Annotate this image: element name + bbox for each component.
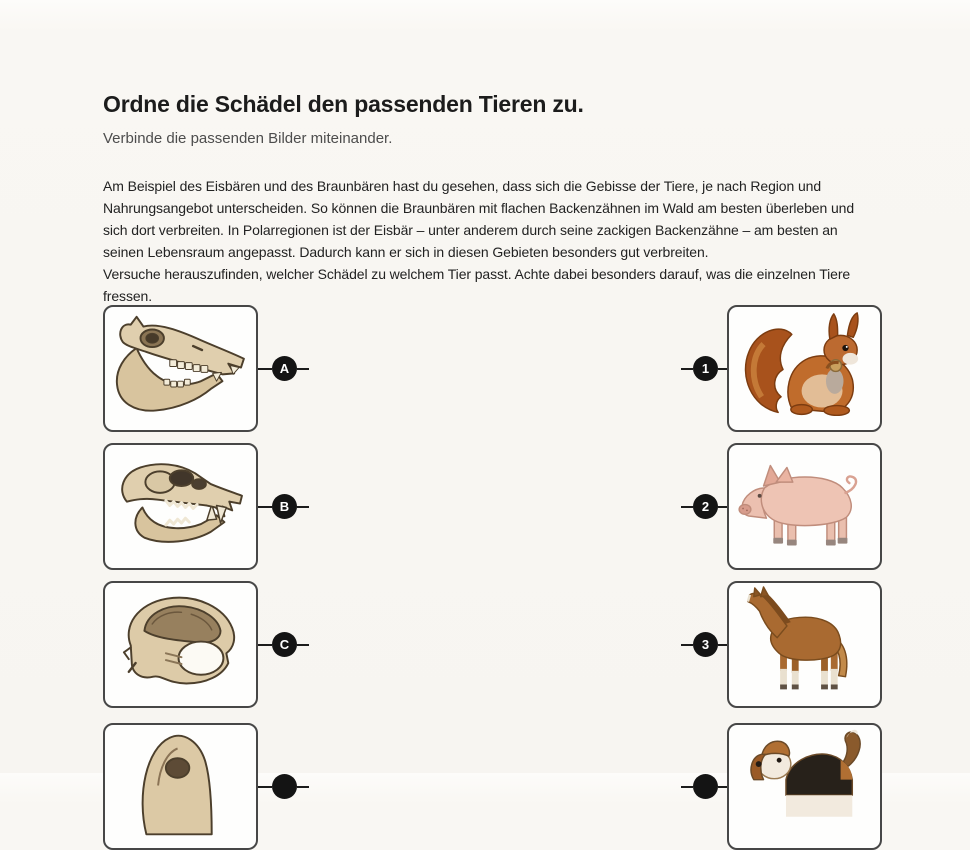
connector-stub[interactable]: [297, 644, 309, 646]
connector-stub[interactable]: [681, 368, 693, 370]
animal-card-1[interactable]: [727, 305, 882, 432]
connector-left-c[interactable]: [258, 581, 309, 708]
connector-dot-1[interactable]: [693, 356, 718, 381]
connector-stub[interactable]: [681, 644, 693, 646]
connector-label: 3: [701, 637, 710, 652]
page-title: Ordne die Schädel den passenden Tieren zu.: [103, 91, 584, 117]
connector-label: 1: [701, 361, 710, 376]
connector-dot-a[interactable]: [272, 356, 297, 381]
connector-dot-b[interactable]: [272, 494, 297, 519]
horse-skull-image: [107, 309, 254, 428]
rodent-skull-image: [107, 585, 254, 704]
connector-dot-4[interactable]: [693, 774, 718, 799]
connector-stub[interactable]: [297, 368, 309, 370]
skull-card-a[interactable]: [103, 305, 258, 432]
red-squirrel-image: [731, 309, 878, 428]
connector-left-a[interactable]: [258, 305, 309, 432]
connector-stub[interactable]: [681, 786, 693, 788]
animal-card-4[interactable]: [727, 723, 882, 850]
connector-right-2[interactable]: [681, 443, 728, 570]
horse-image: [731, 585, 878, 704]
carnivore-skull-image: [107, 447, 254, 566]
connector-line: [258, 644, 272, 646]
match-row-1: [0, 305, 970, 432]
task-text: Versuche herauszufinden, welcher Schädel zu welchem Tier passt. Achte dabei besonders darauf, was die einzelnen Tiere fressen.: [103, 266, 851, 304]
connector-label: 2: [701, 499, 710, 514]
connector-stub[interactable]: [297, 506, 309, 508]
connector-left-d[interactable]: [258, 723, 309, 850]
page-subtitle: Verbinde die passenden Bilder miteinander.: [103, 130, 393, 147]
connector-right-3[interactable]: [681, 581, 728, 708]
animal-card-2[interactable]: [727, 443, 882, 570]
match-row-2: [0, 443, 970, 570]
beagle-dog-image: [731, 727, 878, 846]
connector-label: A: [279, 361, 290, 376]
skull-card-b[interactable]: [103, 443, 258, 570]
connector-line: [258, 506, 272, 508]
match-row-3: [0, 581, 970, 708]
animal-card-3[interactable]: [727, 581, 882, 708]
connector-left-b[interactable]: [258, 443, 309, 570]
connector-dot-2[interactable]: [693, 494, 718, 519]
connector-right-1[interactable]: [681, 305, 728, 432]
connector-stub[interactable]: [297, 786, 309, 788]
connector-line: [258, 368, 272, 370]
connector-label: C: [279, 637, 290, 652]
connector-right-4[interactable]: [681, 723, 728, 850]
partial-skull-image: [107, 727, 254, 846]
pig-image: [731, 447, 878, 566]
connector-dot-3[interactable]: [693, 632, 718, 657]
connector-dot-d[interactable]: [272, 774, 297, 799]
connector-stub[interactable]: [681, 506, 693, 508]
connector-label: B: [279, 499, 290, 514]
skull-card-c[interactable]: [103, 581, 258, 708]
intro-text: Am Beispiel des Eisbären und des Braunbären hast du gesehen, dass sich die Gebisse der Tiere, je nach Region und Nahrungsangebot unterscheiden. So können die Braunbären mit flachen Backenzähnen im Wald am besten überleben und sich dort verbreiten. In Polarregionen ist der Eisbär – unter anderem durch seine zackigen Backenzähne – am besten an seinen Lebensraum angepasst. Dadurch kann er sich in diesen Gebieten besonders gut verbreiten.: [103, 178, 855, 260]
connector-dot-c[interactable]: [272, 632, 297, 657]
connector-line: [258, 786, 272, 788]
match-row-4: [0, 723, 970, 850]
skull-card-d[interactable]: [103, 723, 258, 850]
